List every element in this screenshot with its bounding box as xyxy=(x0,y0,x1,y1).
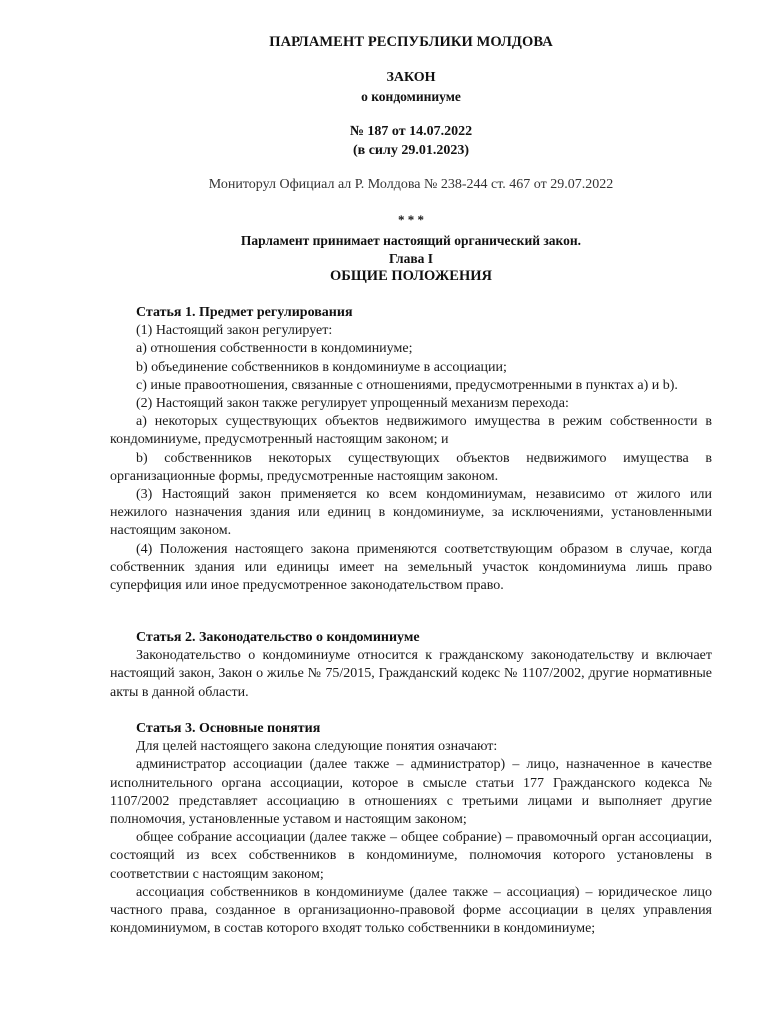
entry-into-force: (в силу 29.01.2023) xyxy=(352,143,470,158)
article-3 xyxy=(110,720,712,938)
article-paragraph: (2) Настоящий закон также регулирует упрощенный механизм перехода: xyxy=(136,396,569,412)
article-1 xyxy=(110,304,712,595)
article-paragraph: общее собрание ассоциации (далее также – общее собрание) – правомочный орган ассоциации, состоящий из всех собственников в кондоминиуме, полномочия которого установлены в соответствии с настоящим законом; xyxy=(110,830,712,882)
article-paragraph: c) иные правоотношения, связанные с отношениями, предусмотренными в пунктах a) и b). xyxy=(136,377,678,393)
article-paragraph: Для целей настоящего закона следующие понятия означают: xyxy=(136,739,498,755)
article-paragraph: b) собственников некоторых существующих объектов недвижимого имущества в организационные формы, предусмотренные настоящим законом. xyxy=(110,450,712,484)
adoption-statement: Парламент принимает настоящий органический закон. xyxy=(240,233,582,248)
article-title: Статья 3. Основные понятия xyxy=(136,721,321,736)
article-2 xyxy=(110,629,712,702)
official-gazette-reference: Мониторул Официал ал Р. Молдова № 238-244 ст. 467 от 29.07.2022 xyxy=(208,177,614,192)
article-title: Статья 1. Предмет регулирования xyxy=(136,305,353,320)
article-title: Статья 2. Законодательство о кондоминиуме xyxy=(136,630,420,645)
article-paragraph: (1) Настоящий закон регулирует: xyxy=(136,323,333,339)
chapter-number: Глава I xyxy=(388,251,434,266)
chapter-title: ОБЩИЕ ПОЛОЖЕНИЯ xyxy=(330,268,492,284)
article-paragraph: (4) Положения настоящего закона применяются соответствующим образом в случае, когда собственник здания или единицы имеет на земельный участок кондоминиума лишь право суперфиция или иное предусмотренное законодательством право. xyxy=(110,541,712,594)
law-number: № 187 от 14.07.2022 xyxy=(349,124,473,139)
article-paragraph: (3) Настоящий закон применяется ко всем кондоминиумам, независимо от жилого или нежилого назначения здания или единиц в кондоминиуме, за исключениями, установленными настоящим законом. xyxy=(110,487,712,539)
article-paragraph: b) объединение собственников в кондоминиуме в ассоциации; xyxy=(136,359,507,375)
article-paragraph: ассоциация собственников в кондоминиуме (далее также – ассоциация) – юридическое лицо частного права, созданное в организационно-правовой форме ассоциации в целях управления кондоминиумом, в состав которого входят только собственники в кондоминиуме; xyxy=(110,884,712,937)
article-paragraph: Законодательство о кондоминиуме относится к гражданскому законодательству и включает настоящий закон, Закон о жилье № 75/2015, Гражданский кодекс № 1107/2002, другие нормативные акты в данной области. xyxy=(110,648,712,700)
separator-stars: * * * xyxy=(398,212,424,227)
article-paragraph: a) отношения собственности в кондоминиуме; xyxy=(136,341,413,357)
law-subject-heading: о кондоминиуме xyxy=(361,89,461,104)
article-paragraph: администратор ассоциации (далее также – администратор) – лицо, назначенное в качестве исполнительного органа ассоциации, которое в смысле статьи 177 Гражданского кодекса № 1107/2002 представляет ассоциацию в отношениях с третьими лицами и выполняет другие полномочия, установленные уставом и настоящим законом; xyxy=(110,757,712,828)
issuer-heading: ПАРЛАМЕНТ РЕСПУБЛИКИ МОЛДОВА xyxy=(269,34,553,50)
article-paragraph: a) некоторых существующих объектов недвижимого имущества в режим собственности в кондоминиуме, предусмотренный настоящим законом; и xyxy=(110,414,712,448)
document-type-heading: ЗАКОН xyxy=(386,70,436,85)
